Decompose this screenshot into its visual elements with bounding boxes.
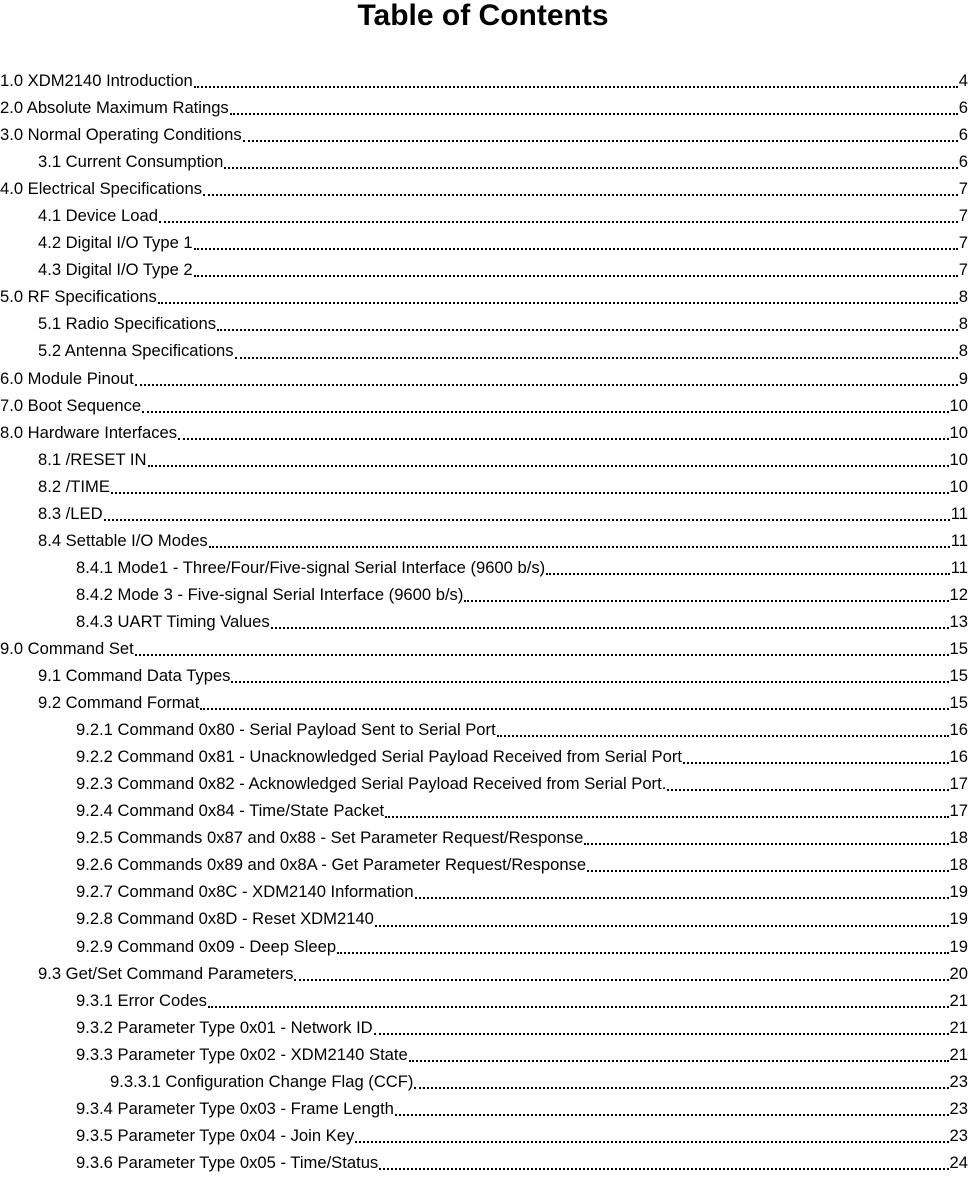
toc-entry[interactable] <box>0 94 968 121</box>
dot-leader <box>224 151 957 169</box>
toc-entry-label: 9.2.3 Command 0x82 - Acknowledged Serial Payload Received from Serial Port. <box>76 774 667 794</box>
toc-entry[interactable] <box>0 581 968 608</box>
dot-leader <box>135 638 949 656</box>
toc-entry-label: 9.3.5 Parameter Type 0x04 - Join Key <box>76 1125 355 1145</box>
toc-entry-label: 5.1 Radio Specifications <box>38 314 217 334</box>
toc-entry[interactable] <box>0 851 968 878</box>
toc-entry[interactable] <box>0 392 968 419</box>
toc-entry-label: 9.2.2 Command 0x81 - Unacknowledged Serial Payload Received from Serial Port <box>76 747 682 767</box>
toc-entry[interactable] <box>0 1095 968 1122</box>
toc-entry[interactable] <box>0 446 968 473</box>
toc-entry[interactable] <box>0 310 968 337</box>
toc-entry-page-number: 11 <box>950 503 968 523</box>
toc-entry-label: 8.1 /RESET IN <box>38 449 147 469</box>
dot-leader <box>271 611 949 629</box>
toc-entry-page-number: 16 <box>949 720 968 740</box>
toc-entry[interactable] <box>0 987 968 1014</box>
toc-entry-page-number: 8 <box>958 341 968 361</box>
toc-entry[interactable] <box>0 148 968 175</box>
dot-leader <box>584 827 948 845</box>
toc-entry[interactable] <box>0 689 968 716</box>
toc-entry-page-number: 8 <box>958 314 968 334</box>
toc-entry-page-number: 6 <box>958 152 968 172</box>
toc-entry-page-number: 6 <box>958 98 968 118</box>
dot-leader <box>385 800 948 818</box>
toc-entry-label: 9.3.3 Parameter Type 0x02 - XDM2140 State <box>76 1044 408 1064</box>
toc-entry-label: 9.2.5 Commands 0x87 and 0x88 - Set Parameter Request/Response <box>76 828 584 848</box>
toc-entry[interactable] <box>0 1149 968 1176</box>
dot-leader <box>395 1098 949 1116</box>
toc-entry[interactable] <box>0 1122 968 1149</box>
toc-entry-page-number: 21 <box>949 1017 968 1037</box>
toc-entry[interactable] <box>0 256 968 283</box>
toc-entry[interactable] <box>0 175 968 202</box>
toc-entry-label: 8.4 Settable I/O Modes <box>38 530 208 550</box>
toc-entry-label: 5.2 Antenna Specifications <box>38 341 234 361</box>
toc-entry-label: 9.2.6 Commands 0x89 and 0x8A - Get Parameter Request/Response <box>76 855 587 875</box>
toc-entry-label: 9.1 Command Data Types <box>38 666 231 686</box>
page-title: Table of Contents <box>357 0 609 32</box>
dot-leader <box>355 1125 948 1143</box>
dot-leader <box>667 773 948 791</box>
toc-entry-label: 8.0 Hardware Interfaces <box>0 422 178 442</box>
toc-entry-label: 3.0 Normal Operating Conditions <box>0 125 242 145</box>
toc-entry[interactable] <box>0 743 968 770</box>
dot-leader <box>587 854 948 872</box>
toc-entry-page-number: 9 <box>958 368 968 388</box>
dot-leader <box>546 557 950 575</box>
toc-list <box>0 67 968 1176</box>
toc-entry-page-number: 15 <box>949 693 968 713</box>
toc-entry-page-number: 10 <box>949 395 968 415</box>
dot-leader <box>464 584 948 602</box>
toc-entry-page-number: 7 <box>958 233 968 253</box>
toc-entry-label: 9.2.7 Command 0x8C - XDM2140 Information <box>76 882 414 902</box>
toc-entry-label: 2.0 Absolute Maximum Ratings <box>0 98 229 118</box>
dot-leader <box>414 1071 948 1089</box>
dot-leader <box>409 1044 949 1062</box>
toc-entry-label: 8.4.3 UART Timing Values <box>76 611 270 631</box>
toc-entry-label: 9.3 Get/Set Command Parameters <box>38 963 294 983</box>
toc-entry-label: 9.2.1 Command 0x80 - Serial Payload Sent to Serial Port <box>76 720 496 740</box>
toc-entry-label: 1.0 XDM2140 Introduction <box>0 71 193 90</box>
toc-entry[interactable] <box>0 878 968 905</box>
dot-leader <box>217 313 958 331</box>
toc-entry-label: 4.1 Device Load <box>38 206 158 226</box>
toc-entry-label: 4.2 Digital I/O Type 1 <box>38 233 193 253</box>
toc-entry-page-number: 15 <box>949 638 968 658</box>
dot-leader <box>200 692 948 710</box>
toc-entry-label: 7.0 Boot Sequence <box>0 395 142 415</box>
toc-entry[interactable] <box>0 770 968 797</box>
toc-entry-label: 9.3.6 Parameter Type 0x05 - Time/Status <box>76 1152 379 1172</box>
toc-entry-page-number: 23 <box>949 1125 968 1145</box>
toc-entry-page-number: 10 <box>949 449 968 469</box>
toc-entry[interactable] <box>0 67 968 94</box>
dot-leader <box>208 990 949 1008</box>
toc-entry-page-number: 10 <box>949 422 968 442</box>
dot-leader <box>178 422 948 440</box>
toc-entry[interactable] <box>0 527 968 554</box>
toc-entry-label: 8.4.2 Mode 3 - Five-signal Serial Interface (9600 b/s) <box>76 584 464 604</box>
toc-entry-page-number: 19 <box>949 882 968 902</box>
toc-entry-label: 9.3.2 Parameter Type 0x01 - Network ID <box>76 1017 373 1037</box>
dot-leader <box>194 259 958 277</box>
dot-leader <box>158 286 958 304</box>
dot-leader <box>194 232 958 250</box>
toc-entry-page-number: 20 <box>949 963 968 983</box>
toc-entry-page-number: 13 <box>949 611 968 631</box>
toc-entry[interactable] <box>0 337 968 364</box>
toc-entry-label: 5.0 RF Specifications <box>0 287 157 307</box>
dot-leader <box>111 476 949 494</box>
toc-entry-page-number: 15 <box>949 666 968 686</box>
dot-leader <box>203 178 958 196</box>
toc-entry-page-number: 7 <box>958 206 968 226</box>
toc-entry[interactable] <box>0 419 968 446</box>
toc-entry-page-number: 10 <box>949 476 968 496</box>
toc-entry-page-number: 24 <box>949 1152 968 1172</box>
toc-entry[interactable] <box>0 229 968 256</box>
toc-entry-label: 9.2.4 Command 0x84 - Time/State Packet <box>76 801 385 821</box>
toc-entry-page-number: 21 <box>949 990 968 1010</box>
dot-leader <box>209 530 950 548</box>
toc-entry-page-number: 6 <box>958 125 968 145</box>
toc-entry[interactable] <box>0 121 968 148</box>
toc-entry-label: 8.2 /TIME <box>38 476 110 496</box>
toc-entry[interactable] <box>0 473 968 500</box>
dot-leader <box>231 665 948 683</box>
toc-entry-label: 4.3 Digital I/O Type 2 <box>38 260 193 280</box>
toc-entry-label: 9.2.9 Command 0x09 - Deep Sleep <box>76 936 337 956</box>
toc-entry[interactable] <box>0 933 968 960</box>
toc-entry[interactable] <box>0 202 968 229</box>
toc-entry[interactable] <box>0 960 968 987</box>
toc-entry[interactable] <box>0 1014 968 1041</box>
toc-entry-page-number: 17 <box>949 774 968 794</box>
toc-entry-page-number: 17 <box>949 801 968 821</box>
toc-entry[interactable] <box>0 1068 968 1095</box>
toc-entry[interactable] <box>0 500 968 527</box>
toc-entry-label: 8.3 /LED <box>38 503 103 523</box>
dot-leader <box>104 503 950 521</box>
dot-leader <box>379 1152 948 1170</box>
toc-entry[interactable] <box>0 716 968 743</box>
dot-leader <box>497 719 949 737</box>
toc-entry-label: 9.2.8 Command 0x8D - Reset XDM2140 <box>76 909 374 929</box>
toc-entry-label: 9.2 Command Format <box>38 693 200 713</box>
toc-entry-label: 9.0 Command Set <box>0 638 134 658</box>
toc-entry-page-number: 7 <box>958 179 968 199</box>
dot-leader <box>135 368 958 386</box>
toc-entry-label: 8.4.1 Mode1 - Three/Four/Five-signal Serial Interface (9600 b/s) <box>76 557 546 577</box>
toc-entry-page-number: 18 <box>949 828 968 848</box>
toc-entry[interactable] <box>0 662 968 689</box>
toc-entry-label: 6.0 Module Pinout <box>0 368 134 388</box>
toc-entry-page-number: 21 <box>949 1044 968 1064</box>
toc-entry-page-number: 23 <box>949 1071 968 1091</box>
dot-leader <box>294 963 948 981</box>
dot-leader <box>142 395 948 413</box>
dot-leader <box>235 341 958 359</box>
toc-entry[interactable] <box>0 1041 968 1068</box>
toc-entry[interactable] <box>0 797 968 824</box>
toc-entry-page-number: 11 <box>950 530 968 550</box>
toc-entry[interactable] <box>0 608 968 635</box>
dot-leader <box>230 97 958 115</box>
dot-leader <box>194 70 958 88</box>
toc-entry-page-number: 8 <box>958 287 968 307</box>
dot-leader <box>683 746 949 764</box>
toc-entry-page-number: 16 <box>949 747 968 767</box>
dot-leader <box>159 205 958 223</box>
dot-leader <box>374 1017 949 1035</box>
dot-leader <box>375 909 949 927</box>
toc-entry[interactable] <box>0 554 968 581</box>
toc-entry-page-number: 18 <box>949 855 968 875</box>
toc-entry-label: 9.3.3.1 Configuration Change Flag (CCF) <box>110 1071 414 1091</box>
dot-leader <box>148 449 949 467</box>
toc-entry-page-number: 7 <box>958 260 968 280</box>
toc-entry[interactable] <box>0 824 968 851</box>
toc-entry-label: 9.3.1 Error Codes <box>76 990 207 1010</box>
toc-entry-page-number: 23 <box>949 1098 968 1118</box>
toc-entry-label: 3.1 Current Consumption <box>38 152 224 172</box>
dot-leader <box>415 881 949 899</box>
dot-leader <box>243 124 958 142</box>
dot-leader <box>337 936 948 954</box>
toc-entry-label: 4.0 Electrical Specifications <box>0 179 202 199</box>
toc-entry[interactable] <box>0 283 968 310</box>
toc-entry[interactable] <box>0 635 968 662</box>
toc-entry-page-number: 11 <box>950 557 968 577</box>
toc-entry-page-number: 19 <box>949 909 968 929</box>
toc-entry-page-number: 4 <box>958 71 968 90</box>
toc-entry[interactable] <box>0 905 968 932</box>
toc-entry-page-number: 12 <box>949 584 968 604</box>
toc-entry-page-number: 19 <box>949 936 968 956</box>
toc-entry[interactable] <box>0 365 968 392</box>
toc-entry-label: 9.3.4 Parameter Type 0x03 - Frame Length <box>76 1098 394 1118</box>
